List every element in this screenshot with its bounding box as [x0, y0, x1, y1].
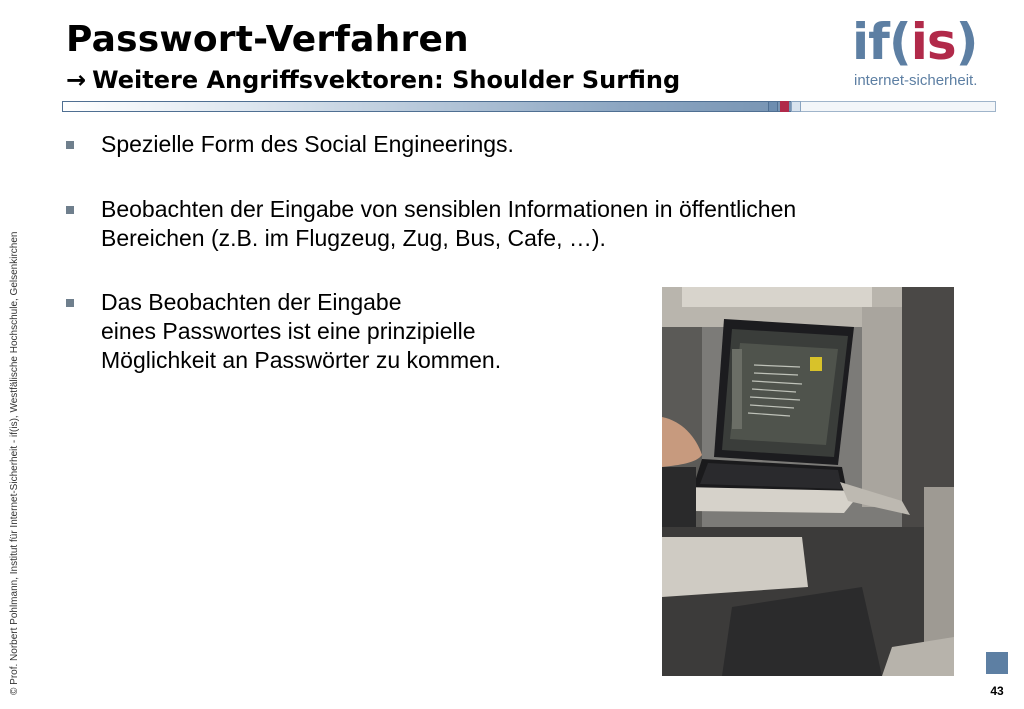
copyright-vertical-text: © Prof. Norbert Pohlmann, Institut für Internet-Sicherheit - if(is), Westfälische Hochschule, Gelsenkirchen: [9, 231, 20, 695]
bullet-square-icon: [66, 141, 74, 149]
logo-mark: if(is): [852, 13, 978, 71]
slide-subtitle: [66, 64, 680, 96]
bullet-square-icon: [66, 299, 74, 307]
divider-square-blue: [768, 101, 778, 112]
slide-title: Passwort-Verfahren: [66, 19, 469, 60]
bullet-square-icon: [66, 206, 74, 214]
divider-square-light: [791, 101, 801, 112]
bullet-text: Das Beobachten der Eingabe eines Passwortes ist eine prinzipielle Möglichkeit an Passwörter zu kommen.: [101, 289, 502, 373]
laptop-on-airplane-tray-photo: [662, 287, 954, 676]
divider-tail: [801, 101, 996, 112]
arrow-right-icon: →: [66, 66, 87, 94]
logo-tagline: internet-sicherheit.: [854, 72, 978, 89]
ifis-logo: [852, 14, 992, 94]
bullet-text: Spezielle Form des Social Engineerings.: [101, 131, 514, 157]
subtitle-text: Weitere Angriffsvektoren: Shoulder Surfing: [92, 66, 681, 94]
bullet-text: Beobachten der Eingabe von sensiblen Informationen in öffentlichen Bereichen (z.B. im Flugzeug, Zug, Bus, Cafe, …).: [101, 196, 797, 251]
page-number: 43: [990, 684, 1004, 698]
divider-square-red: [780, 101, 789, 112]
corner-accent-square: [986, 652, 1008, 674]
